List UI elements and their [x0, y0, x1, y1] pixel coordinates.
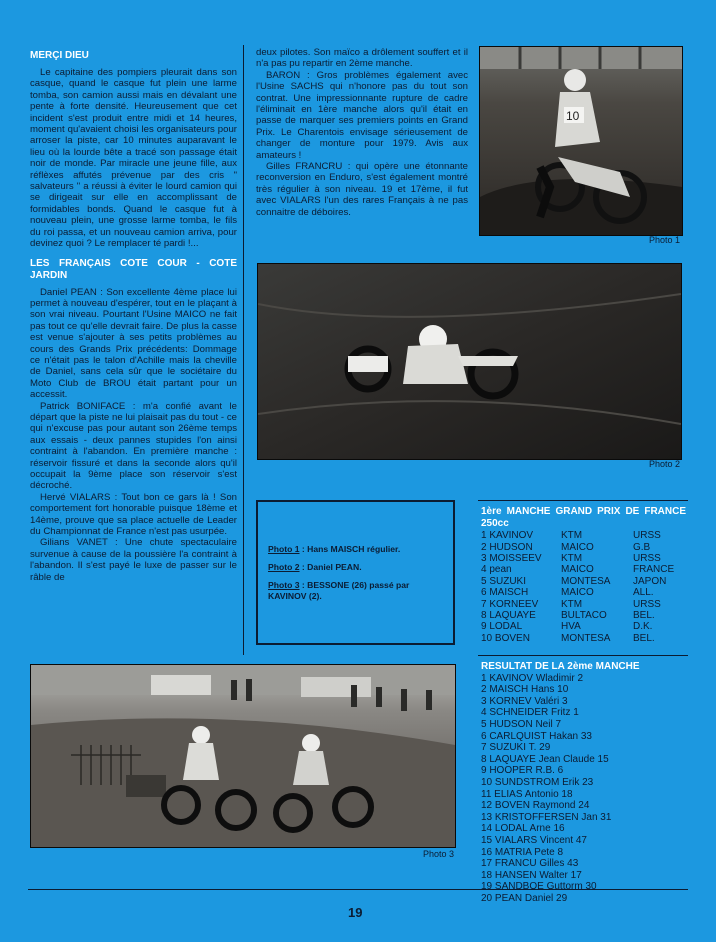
results-second-heat-list: [481, 673, 686, 905]
legend-item-photo-2: [268, 562, 445, 573]
table-row: [481, 599, 686, 610]
table-row: [481, 576, 686, 587]
rider-name: 10 BOVEN: [481, 632, 530, 644]
list-item: 19 SANDBOE Guttorm 30: [481, 881, 597, 893]
legend-text: : Daniel PEAN.: [299, 562, 362, 572]
table-row: [481, 564, 686, 575]
rider-name: 3 MOISSEEV: [481, 553, 542, 564]
table-row: [481, 633, 686, 644]
photo-3: [30, 664, 456, 848]
rider-name: 1 KAVINOV: [481, 530, 534, 542]
results-first-heat: [481, 506, 686, 644]
article-paragraph: Patrick BONIFACE : m'a confié avant le départ que la piste ne lui plaisait pas du tout - ce qui n'excuse pas pour autant son 26ème temps aux essais - deux pannes stupides l'on ainsi contraint à l'abandon. En première manche : réservoir fissuré et dans la seconde alors qu'il occupait la 9ème place son réservoir s'est décroché.: [30, 400, 237, 492]
table-row: [481, 530, 686, 541]
list-item: 7 SUZUKI T. 29: [481, 742, 551, 754]
legend-label: Photo 2: [268, 562, 300, 572]
list-item: 9 HOOPER R.B. 6: [481, 765, 564, 777]
table-row: [481, 587, 686, 598]
motorcycle-brand: BULTACO: [561, 610, 607, 622]
list-item: 5 HUDSON Neil 7: [481, 718, 562, 730]
motorcycle-brand: MONTESA: [561, 575, 611, 587]
motocross-race-image: [31, 665, 455, 847]
results-rule-top: [478, 500, 688, 501]
column-rule: [243, 45, 244, 655]
column-left: [30, 50, 237, 583]
motorcycle-brand: HVA: [561, 621, 581, 633]
results-first-heat-title: 1ère MANCHE GRAND PRIX DE FRANCE 250cc: [481, 506, 686, 529]
country: URSS: [633, 530, 661, 542]
motorcycle-brand: KTM: [561, 553, 583, 564]
legend-item-photo-1: [268, 544, 445, 555]
legend-text: : Hans MAISCH régulier.: [299, 544, 401, 554]
legend-item-photo-3: [268, 580, 445, 602]
article-paragraph: Le capitaine des pompiers pleurait dans son casque, quand le casque fut plein une larme tomba, son camion aussi mais en dévalant une pente à forte densité. Heureusement que cet incident s'est produit entre midi et 14 heures, moment qu'avaient choisi les organisateurs pour arroser la piste, car 10 minutes auparavant le lieu où la lourde bête a tracé son passage était noir de monde. Par miracle une jeune fille, aux réflèxes affutés prévenue par des cris " salvateurs " a réussi à éviter le lourd camion qui se dirigeait sur elle en accomplissant de formidables bonds. Quand le casque fut à nouveau plein, une grosse larme tomba, le fils du roi passa, et un nouveau camion arriva, pour devinez quoi ? Le remplacer té pardi !...: [30, 67, 237, 250]
rider-name: 2 HUDSON: [481, 541, 533, 553]
results-rule: [478, 655, 688, 656]
rider-name: 8 LAQUAYE: [481, 610, 536, 622]
list-item: 11 ELIAS Antonio 18: [481, 788, 573, 800]
table-row: [481, 542, 686, 553]
rider-name: 7 KORNEEV: [481, 598, 539, 610]
photo-2: [257, 263, 682, 460]
photo-1: [479, 46, 683, 236]
country: URSS: [633, 553, 661, 564]
country: ALL.: [633, 587, 654, 599]
list-item: 6 CARLQUIST Hakan 33: [481, 730, 592, 742]
country: BEL.: [633, 610, 655, 622]
heading-francais: LES FRANÇAIS COTE COUR - COTE JARDIN: [30, 257, 237, 281]
list-item: 4 SCHNEIDER Fritz 1: [481, 707, 579, 719]
table-row: [481, 553, 686, 564]
column-middle: [256, 47, 468, 218]
list-item: 15 VIALARS Vincent 47: [481, 834, 587, 846]
rider-name: 6 MAISCH: [481, 587, 529, 599]
photo-3-caption: Photo 3: [422, 849, 454, 859]
list-item: 17 FRANCU Gilles 43: [481, 858, 579, 870]
heading-merci-dieu: MERÇI DIEU: [30, 50, 89, 61]
country: G.B: [633, 541, 651, 553]
list-item: 1 KAVINOV Wladimir 2: [481, 672, 584, 684]
motorcycle-brand: MONTESA: [561, 632, 611, 644]
article-paragraph: Hervé VIALARS : Tout bon ce gars là ! Son comportement fort honorable puisque 18ème et 14ème, prouve que sa place actuelle de Leader du Championnat de France n'est pas usurpée.: [30, 491, 237, 538]
photo-2-caption: Photo 2: [648, 459, 680, 469]
motocross-rider-image: [480, 47, 682, 235]
svg-text:10: 10: [566, 109, 580, 123]
list-item: 16 MATRIA Pete 8: [481, 846, 564, 858]
article-paragraph: Daniel PEAN : Son excellente 4ème place lui permet à nouveau d'espérer, tout en le plaçant à son vrai niveau. Pourtant l'Usine MAICO ne fait pas tout ce qu'elle devrait faire. De plus la casse est venue s'ajouter à ses petits problèmes au cours des Grands Prix précédents: Dommage ce n'était pas le talon d'Achille mais la cheville de Daniel, sans cela sûr que le sociétaire du Moto Club de BROU était partant pour un accessit.: [30, 286, 237, 401]
motorcycle-brand: KTM: [561, 598, 583, 610]
motorcycle-brand: MAICO: [561, 541, 594, 553]
table-row: [481, 610, 686, 621]
list-item: 2 MAISCH Hans 10: [481, 684, 569, 696]
motorcycle-brand: KTM: [561, 530, 583, 542]
rider-name: 5 SUZUKI: [481, 575, 527, 587]
legend-label: Photo 1: [268, 544, 300, 554]
page-number: 19: [348, 905, 363, 920]
motocross-rider-image: [258, 264, 681, 459]
country: URSS: [633, 598, 661, 610]
list-item: 8 LAQUAYE Jean Claude 15: [481, 753, 609, 765]
list-item: 18 HANSEN Walter 17: [481, 869, 582, 881]
article-paragraph: Gilles FRANCRU : qui opère une étonnante reconversion en Enduro, s'est également montré très régulier à son niveau. 19 et 17ème, il fut avec VIALARS l'un des rares Français à ne pas connaitre de déboires.: [256, 161, 468, 218]
article-paragraph: BARON : Gros problèmes également avec l'Usine SACHS qui n'honore pas du tout son contrat. Une impressionnante rupture de cadre l'éliminait en 1ère manche alors qu'il était en passe de marquer ses premiers points en Grand Prix. Le Charentois envisage sérieusement de changer de monture pour 1979. Avis aux amateurs !: [256, 69, 468, 161]
table-row: [481, 621, 686, 632]
country: D.K.: [633, 621, 653, 633]
country: FRANCE: [633, 564, 675, 576]
list-item: 10 SUNDSTROM Erik 23: [481, 776, 594, 788]
motorcycle-brand: MAICO: [561, 564, 594, 576]
list-item: 20 PEAN Daniel 29: [481, 892, 568, 904]
country: BEL.: [633, 632, 655, 644]
motorcycle-brand: MAICO: [561, 587, 594, 599]
list-item: 12 BOVEN Raymond 24: [481, 800, 590, 812]
country: JAPON: [633, 575, 667, 587]
list-item: 3 KORNEV Valéri 3: [481, 695, 568, 707]
results-second-heat-title: RESULTAT DE LA 2ème MANCHE: [481, 661, 640, 672]
results-first-heat-table: [481, 530, 686, 644]
list-item: 13 KRISTOFFERSEN Jan 31: [481, 811, 612, 823]
rider-name: 4 pean: [481, 564, 512, 576]
list-item: 14 LODAL Arne 16: [481, 823, 565, 835]
rider-name: 9 LODAL: [481, 621, 523, 633]
photo-1-caption: Photo 1: [648, 235, 680, 245]
legend-label: Photo 3: [268, 580, 300, 590]
article-paragraph: Gilians VANET : Une chute spectaculaire survenue à cause de la poussière l'a contraint à l'abandon. Il s'est payé le luxe de passer sur le râble de: [30, 537, 237, 583]
article-paragraph: deux pilotes. Son maïco a drôlement souffert et il n'a pas pu repartir en 2ème manche.: [256, 47, 468, 70]
results-second-heat: [481, 661, 686, 904]
photo-legend-box: [256, 500, 455, 645]
legend-text: : BESSONE (26) passé par KAVINOV (2).: [268, 580, 410, 601]
